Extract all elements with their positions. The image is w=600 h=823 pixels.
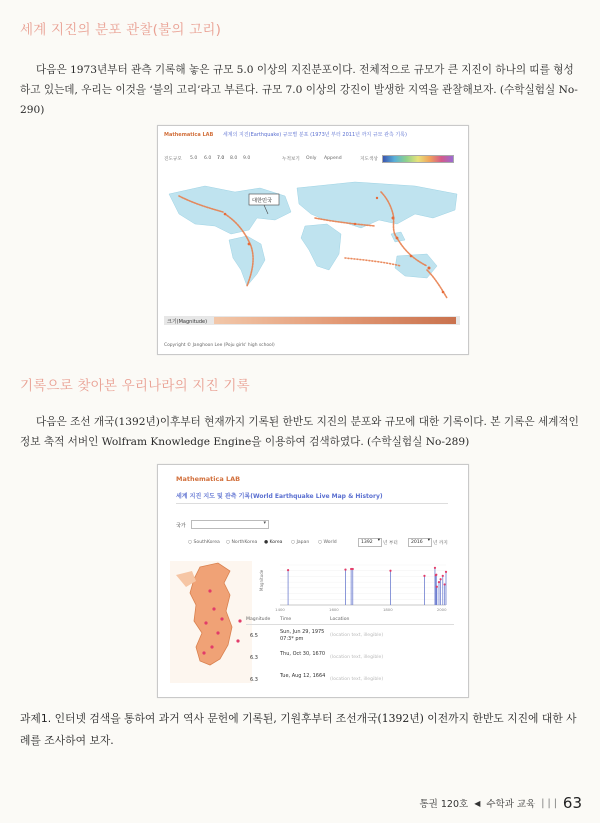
scale-option[interactable]: 6.0	[204, 156, 212, 161]
footer-issue: 통권 120호	[419, 799, 469, 810]
chart-point[interactable]	[352, 568, 354, 570]
row-location: (location text, illegible)	[330, 633, 384, 638]
chart-point[interactable]	[438, 581, 440, 583]
figure1-world-map-panel	[157, 125, 469, 355]
cumulative-option[interactable]: Append	[324, 156, 342, 161]
chevron-down-icon: ▾	[377, 538, 380, 543]
scale-option[interactable]: 8.0	[230, 156, 238, 161]
chevron-down-icon: ▾	[263, 520, 266, 526]
scale-label: 진도규모	[164, 157, 182, 162]
section1-heading: 세계 지진의 분포 관찰(불의 고리)	[20, 22, 222, 38]
row-location: (location text, illegible)	[330, 655, 384, 660]
magnitude-history-chart	[258, 561, 454, 613]
map-callout-korea: 대한민국	[252, 198, 273, 204]
chart-point[interactable]	[445, 571, 447, 573]
figure2-title: 세계 지진 지도 및 관측 기록(World Earthquake Live Map & History)	[176, 493, 383, 500]
row-time: Tue, Aug 12, 1664	[280, 673, 326, 679]
radio-option[interactable]: ○ Japan	[291, 540, 310, 545]
chart-point[interactable]	[442, 575, 444, 577]
row-magnitude: 6.3	[250, 655, 258, 661]
year-to-select[interactable]: 2016 ▾	[408, 538, 432, 547]
scale-option[interactable]: 5.0	[190, 156, 198, 161]
task-block	[20, 708, 582, 752]
footer-section: 수학과 교육	[486, 799, 536, 810]
year-to-suffix: 년 까지	[433, 541, 448, 546]
year-from-suffix: 년 부터	[383, 541, 398, 546]
row-time-detail: 07:3* pm	[280, 636, 304, 642]
page-number: 63	[562, 794, 582, 812]
figure2-brand: Mathematica LAB	[176, 475, 241, 483]
chart-point[interactable]	[435, 574, 437, 576]
radio-group	[188, 538, 358, 547]
task-label: 과제1.	[20, 712, 52, 725]
row-time: Sun, Jun 29, 1975	[280, 629, 325, 635]
section2-paragraph: 다음은 조선 개국(1392년)이후부터 현재까지 기록된 한반도 지진의 분포와 규모에 대한 기록이다. 본 기록은 세계적인 정보 축적 서버인 Wolfram Knowledge Engine을 이용하여 검색하였다. (수학실험실 No-289)	[20, 416, 579, 448]
country-select[interactable]	[191, 520, 269, 529]
footer-separator: | | |	[541, 797, 557, 809]
country-label: 국가	[176, 523, 186, 529]
chart-x-tick-label: 1400	[275, 607, 285, 612]
year-from-select[interactable]: 1392 ▾	[358, 538, 382, 547]
table-row[interactable]	[246, 649, 454, 669]
chart-x-tick-label: 2000	[436, 607, 447, 612]
magnitude-legend-bar	[164, 316, 460, 325]
section2-heading: 기록으로 찾아본 우리나라의 지진 기록	[20, 378, 250, 394]
cumulative-option[interactable]: Only	[306, 156, 317, 161]
table-row[interactable]	[246, 627, 454, 647]
table-header-location: Location	[330, 617, 350, 622]
page-footer	[420, 794, 583, 812]
row-magnitude: 6.5	[250, 633, 258, 639]
figure1-title: 세계의 지진(Earthquake) 규모별 분포 (1973년 부터 2011년 까지 규모 관측 기록)	[222, 132, 407, 138]
chart-point[interactable]	[287, 569, 289, 571]
scale-option[interactable]: 9.0	[243, 156, 251, 161]
row-magnitude: 6.3	[250, 677, 258, 683]
figure1-brand: Mathematica LAB	[164, 132, 214, 138]
chevron-down-icon: ▾	[427, 538, 430, 543]
chart-point[interactable]	[444, 583, 446, 585]
chart-point[interactable]	[434, 567, 436, 569]
korea-map-image	[170, 561, 252, 683]
chart-x-tick-label: 1800	[382, 607, 393, 612]
cumulative-label: 누적보기	[282, 157, 300, 162]
figure1-copyright: Copyright © Janghoon Lee (Poju girls' high school)	[164, 343, 275, 348]
radio-option-selected[interactable]: ● Korea	[264, 540, 283, 545]
table-header-time: Time	[280, 617, 292, 622]
row-time: Thu, Oct 30, 1670	[280, 651, 326, 657]
legend-label: 크기(Magnitude)	[167, 319, 208, 325]
table-header-magnitude: Magnitude	[246, 617, 271, 622]
world-map-image	[165, 174, 461, 302]
chart-point[interactable]	[440, 578, 442, 580]
figure2-korea-history-panel	[157, 464, 469, 698]
chart-y-label: Magnitude	[259, 569, 264, 591]
records-table	[246, 617, 456, 693]
row-location: (location text, illegible)	[330, 677, 384, 682]
triangle-left-icon: ◀	[474, 798, 481, 808]
color-gradient-selector[interactable]	[382, 155, 454, 163]
scale-option[interactable]: 7.0	[217, 156, 225, 161]
radio-option[interactable]: ○ World	[318, 540, 337, 545]
task-text: 인터넷 검색을 통하여 과거 역사 문헌에 기록된, 기원후부터 조선개국(1392년) 이전까지 한반도 지진에 대한 사례를 조사하여 보자.	[20, 712, 577, 747]
chart-x-tick-label: 1600	[329, 607, 339, 612]
section1-paragraph: 다음은 1973년부터 관측 기록해 놓은 규모 5.0 이상의 지진분포이다. 전체적으로 규모가 큰 지진이 하나의 띠를 형성하고 있는데, 우리는 이것을 ‘불의 고리’라고 부른다. 규모 7.0 이상의 강진이 발생한 지역을 관찰해보자. (수학실험실 No-290)	[20, 64, 578, 116]
chart-point[interactable]	[436, 586, 438, 588]
table-row[interactable]	[246, 671, 454, 691]
map-color-label: 지도색상	[360, 157, 378, 162]
radio-option[interactable]: ○ SouthKorea	[188, 540, 220, 545]
chart-point[interactable]	[344, 568, 346, 570]
figure1-controls	[164, 154, 460, 164]
chart-point[interactable]	[423, 575, 425, 577]
radio-option[interactable]: ○ NorthKorea	[226, 540, 258, 545]
chart-point[interactable]	[389, 570, 391, 572]
